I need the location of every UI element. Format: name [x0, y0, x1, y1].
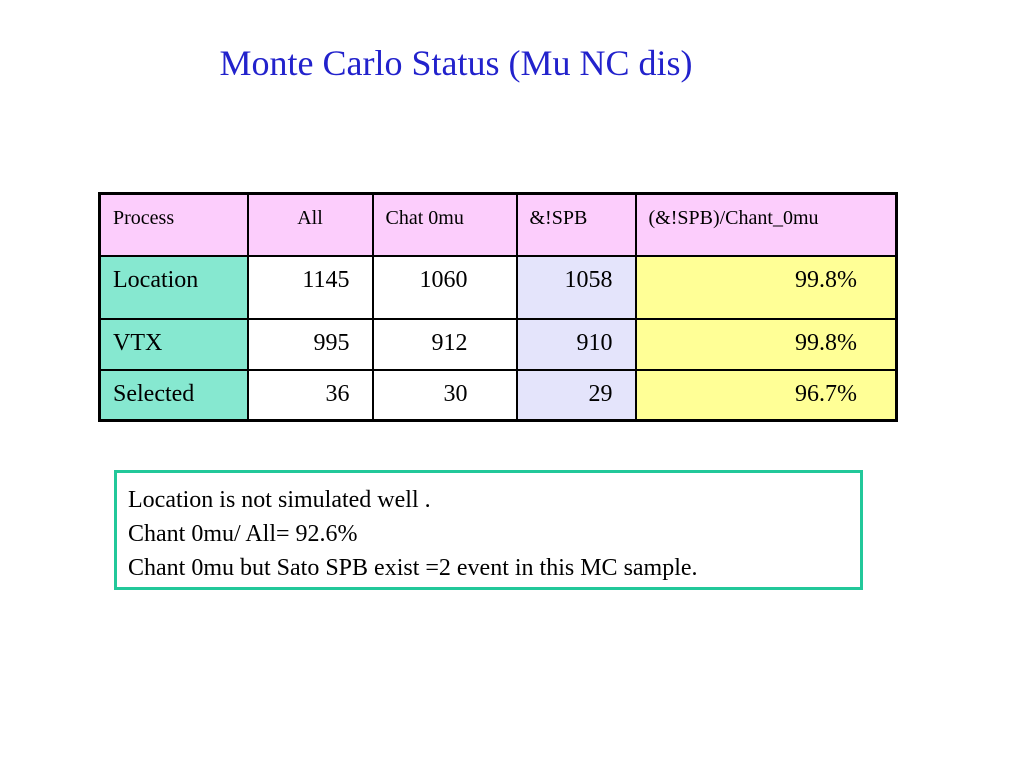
header-chat-0mu: Chat 0mu [373, 194, 517, 256]
header-spb: &!SPB [517, 194, 636, 256]
table-row [100, 256, 897, 319]
slide-title: Monte Carlo Status (Mu NC dis) [219, 43, 693, 83]
note-line: Chant 0mu but Sato SPB exist =2 event in this MC sample. [128, 555, 698, 581]
cell-ratio: 99.8% [636, 256, 897, 319]
cell-spb: 910 [517, 319, 636, 370]
cell-spb: 1058 [517, 256, 636, 319]
cell-chat-0mu: 30 [373, 370, 517, 421]
cell-chat-0mu: 912 [373, 319, 517, 370]
table-row [100, 319, 897, 370]
row-label: VTX [100, 319, 248, 370]
header-all: All [248, 194, 373, 256]
cell-all: 1145 [248, 256, 373, 319]
header-process: Process [100, 194, 248, 256]
cell-ratio: 99.8% [636, 319, 897, 370]
table-row [100, 370, 897, 421]
notes-box [114, 470, 863, 590]
monte-carlo-table [98, 192, 898, 422]
header-ratio: (&!SPB)/Chant_0mu [636, 194, 897, 256]
cell-ratio: 96.7% [636, 370, 897, 421]
row-label: Location [100, 256, 248, 319]
row-label: Selected [100, 370, 248, 421]
note-line: Location is not simulated well . [128, 487, 431, 513]
cell-chat-0mu: 1060 [373, 256, 517, 319]
table-header-row [100, 194, 897, 256]
note-line: Chant 0mu/ All= 92.6% [128, 521, 358, 547]
cell-all: 995 [248, 319, 373, 370]
cell-all: 36 [248, 370, 373, 421]
cell-spb: 29 [517, 370, 636, 421]
